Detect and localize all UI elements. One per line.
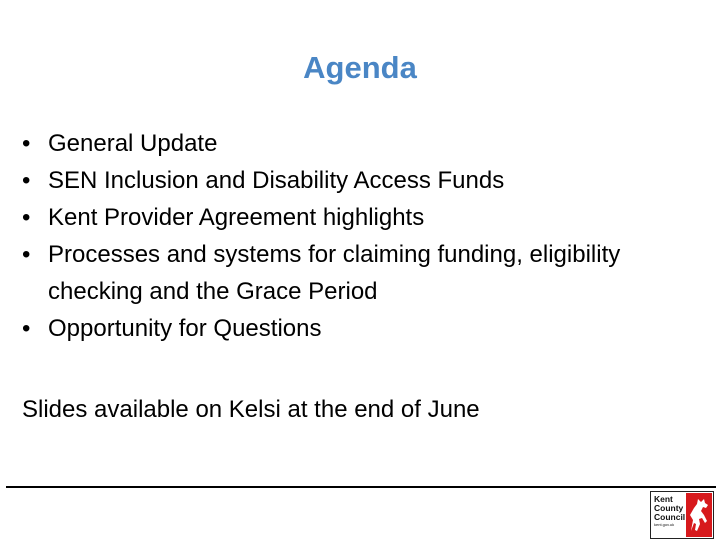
bullet: • (22, 130, 31, 157)
kent-horse-icon (686, 493, 712, 537)
logo-line-kent: Kent (654, 494, 673, 504)
logo-text (654, 495, 688, 528)
bullet: • (22, 241, 31, 268)
footer-divider (6, 486, 716, 488)
slides-note: Slides available on Kelsi at the end of June (22, 396, 480, 423)
agenda-item (22, 236, 682, 310)
agenda-item (22, 310, 682, 347)
agenda-item-text: Opportunity for Questions (48, 315, 322, 342)
logo-line-council: Council (654, 512, 686, 522)
logo-line-url: kent.gov.uk (654, 522, 675, 527)
agenda-item-text: SEN Inclusion and Disability Access Funds (48, 167, 505, 194)
agenda-item (22, 125, 682, 162)
agenda-item-text: Kent Provider Agreement highlights (48, 204, 425, 231)
bullet: • (22, 315, 31, 342)
logo-line-county: County (654, 503, 684, 513)
bullet: • (22, 204, 31, 231)
agenda-item (22, 162, 682, 199)
bullet: • (22, 167, 31, 194)
agenda-list (22, 125, 682, 347)
agenda-item (22, 199, 682, 236)
agenda-item-text: Processes and systems for claiming funding, eligibility checking and the Grace Period (48, 241, 621, 305)
slide-title: Agenda (303, 50, 417, 85)
kent-county-council-logo (650, 491, 714, 539)
agenda-item-text: General Update (48, 130, 218, 157)
